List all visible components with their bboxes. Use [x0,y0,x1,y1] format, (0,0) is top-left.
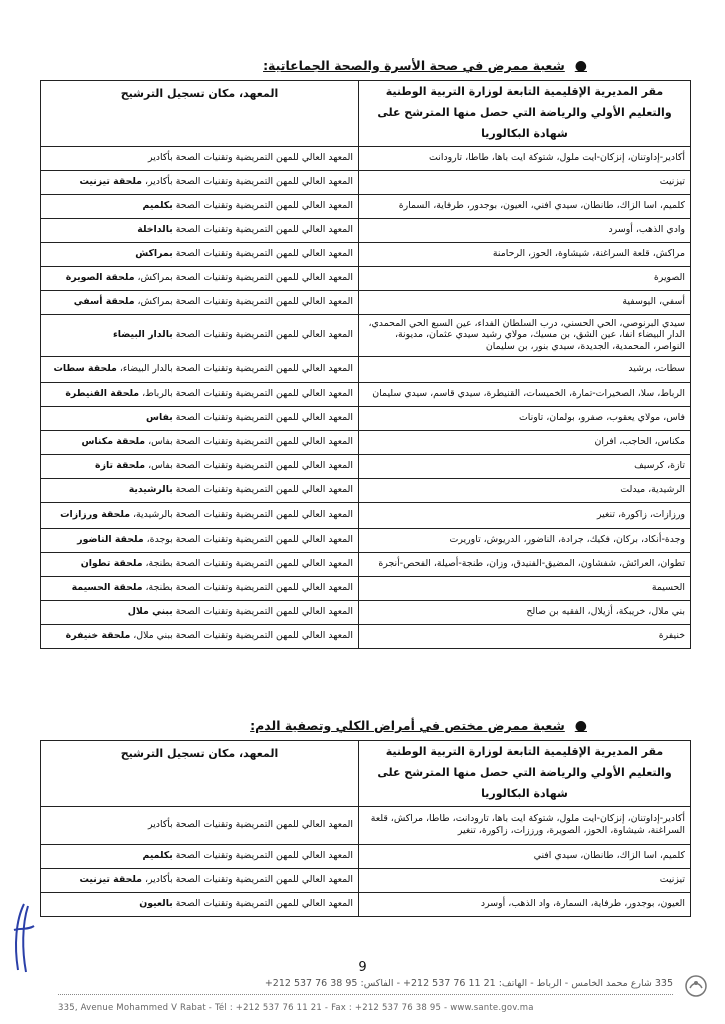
institute-annex: ملحقة أسفي [73,296,135,308]
table-row [41,266,691,290]
table-row [41,406,691,430]
table-row [41,600,691,624]
institute-annex: ملحقة القنيطرة [65,388,140,400]
institute-name: المعهد العالي للمهن التمريضية وتقنيات الصحة [172,200,353,212]
institute-cell [41,576,359,600]
institute-annex: بالرشيدية [128,484,173,496]
institute-cell [41,266,359,290]
table-row [41,624,691,648]
institute-name: المعهد العالي للمهن التمريضية وتقنيات الصحة بمراكش، [134,272,353,284]
institute-name: المعهد العالي للمهن التمريضية وتقنيات الصحة [172,248,353,260]
institute-annex: ملحقة ورزازات [60,509,131,521]
institute-cell [41,242,359,266]
region-cell: تازة، كرسيف [359,454,691,478]
region-cell: كلميم، اسا الزاك، طانطان، سيدي افني [359,844,691,868]
table-row [41,430,691,454]
institute-cell [41,430,359,454]
institute-name: المعهد العالي للمهن التمريضية وتقنيات الصحة بطنجة، [142,582,353,594]
region-cell: بني ملال، خريبكة، أزيلال، الفقيه بن صالح [359,600,691,624]
region-cell: ورزازات، زاكورة، تنغير [359,502,691,528]
institute-annex: ملحقة تطوان [80,558,143,570]
institute-name: المعهد العالي للمهن التمريضية وتقنيات الصحة [172,412,353,424]
header-directorate: مقر المديرية الإقليمية التابعة لوزارة التربية الوطنية والتعليم الأولي والرياضة التي حصل منها المترشح على شهادة البكالوريا [359,741,691,807]
footer-divider [58,994,673,995]
footer-address-fr: 335, Avenue Mohammed V Rabat - Tél : +212 537 76 11 21 - Fax : +212 537 76 38 95 - www.sante.gov.ma [58,1003,534,1013]
institute-annex: ببني ملال [127,606,173,618]
table-row [41,218,691,242]
institute-name: المعهد العالي للمهن التمريضية وتقنيات الصحة بفاس، [145,436,353,448]
institute-cell [41,146,359,170]
institute-name: المعهد العالي للمهن التمريضية وتقنيات الصحة بأكادير، [142,176,353,188]
institute-cell [41,170,359,194]
institute-cell [41,290,359,314]
region-cell: وادي الذهب، أوسرد [359,218,691,242]
institute-name: المعهد العالي للمهن التمريضية وتقنيات الصحة بالرباط، [139,388,353,400]
region-cell: وجدة-أنكاد، بركان، فكيك، جرادة، الناضور، الدريوش، تاوريرت [359,528,691,552]
institute-name: المعهد العالي للمهن التمريضية وتقنيات الصحة بأكادير [148,152,353,164]
region-cell: سطات، برشيد [359,356,691,382]
institute-name: المعهد العالي للمهن التمريضية وتقنيات الصحة بوجدة، [143,534,353,546]
institute-cell [41,844,359,868]
table-row [41,528,691,552]
header-institute: المعهد، مكان تسجيل الترشيح [41,81,359,147]
region-cell: مراكش، قلعة السراغنة، شيشاوة، الحوز، الرحامنة [359,242,691,266]
table-row [41,194,691,218]
table-row [41,356,691,382]
institute-cell [41,600,359,624]
institute-cell [41,868,359,892]
institute-name: المعهد العالي للمهن التمريضية وتقنيات الصحة بفاس، [145,460,353,472]
institute-annex: ملحقة الناضور [77,534,144,546]
table-row [41,382,691,406]
region-cell: مكناس، الحاجب، افران [359,430,691,454]
institute-cell [41,502,359,528]
institute-cell [41,314,359,356]
region-cell: أسفي، اليوسفية [359,290,691,314]
institute-name: المعهد العالي للمهن التمريضية وتقنيات الصحة [172,898,353,910]
institute-cell [41,454,359,478]
institute-name: المعهد العالي للمهن التمريضية وتقنيات الصحة [172,224,353,236]
institute-cell [41,528,359,552]
institute-name: المعهد العالي للمهن التمريضية وتقنيات الصحة بطنجة، [142,558,353,570]
region-cell: سيدي البرنوصي، الحي الحسني، درب السلطان الفداء، عين السبع الحي المحمدي، الدار البيضاء انفا، عين الشق، بن مسيك، مولاي رشيد سيدي عثمان، مديونة، النواصر، المحمدية، الجديدة، سيدي بنور، بن سليمان [359,314,691,356]
table-row [41,314,691,356]
table-row [41,478,691,502]
region-cell: الحسيمة [359,576,691,600]
footer-address-ar: 335 شارع محمد الخامس - الرباط - الهاتف: 21 11 76 537 212+ - الفاكس: 95 38 76 537 212+ [264,978,673,989]
institute-cell [41,406,359,430]
institute-name: المعهد العالي للمهن التمريضية وتقنيات الصحة بالرشيدية، [130,509,353,521]
institute-name: المعهد العالي للمهن التمريضية وتقنيات الصحة بمراكش، [134,296,353,308]
region-cell: كلميم، اسا الزاك، طانطان، سيدي افني، العيون، بوجدور، طرفاية، السمارة [359,194,691,218]
table-row [41,868,691,892]
table-row [41,576,691,600]
table-row [41,844,691,868]
section-title-family-health: ●شعبة ممرض في صحة الأسرة والصحة الجماعاتية: [263,58,587,74]
region-cell: الصويرة [359,266,691,290]
bullet-icon: ● [574,718,587,734]
region-cell: أكادير-إداوتنان، إنزكان-ايت ملول، شتوكة ايت باها، تارودانت، طاطا، مراكش، قلعة السراغنة، شيشاوة، الحوز، الصويرة، ورززات، زاكورة، تنغير [359,806,691,844]
region-cell: أكادير-إداوتنان، إنزكان-ايت ملول، شتوكة ايت باها، طاطا، تارودانت [359,146,691,170]
region-cell: العيون، بوجدور، طرفاية، السمارة، واد الذهب، أوسرد [359,892,691,916]
institute-cell [41,624,359,648]
institute-annex: بالدار البيضاء [112,329,173,341]
table-row [41,290,691,314]
institute-name: المعهد العالي للمهن التمريضية وتقنيات الصحة ببني ملال، [130,630,353,642]
table-row [41,242,691,266]
institute-annex: بكلميم [142,850,173,862]
region-cell: تطوان، العرائش، شفشاون، المضيق-الفنيدق، وزان، طنجة-أصيلة، الفحص-أنجرة [359,552,691,576]
section-title-nephrology: ●شعبة ممرض مختص في أمراض الكلي وتصفية الدم: [250,718,587,734]
institute-annex: بالداخلة [137,224,173,236]
institute-annex: ملحقة تيزنيت [79,176,142,188]
institute-annex: ملحقة تيزنيت [79,874,142,886]
institute-name: المعهد العالي للمهن التمريضية وتقنيات الصحة [172,850,353,862]
bullet-icon: ● [574,58,587,74]
table-nephrology [40,740,691,917]
region-cell: فاس، مولاي يعقوب، صفرو، بولمان، تاونات [359,406,691,430]
region-cell: خنيفرة [359,624,691,648]
table-row [41,170,691,194]
institute-annex: ملحقة الحسيمة [71,582,143,594]
institute-annex: بكلميم [142,200,173,212]
region-cell: الرشيدية، ميدلت [359,478,691,502]
institute-cell [41,806,359,844]
institute-name: المعهد العالي للمهن التمريضية وتقنيات الصحة بأكادير [148,819,353,831]
institute-annex: بمراكش [135,248,173,260]
table-row [41,146,691,170]
table-row [41,806,691,844]
institute-cell [41,356,359,382]
institute-name: المعهد العالي للمهن التمريضية وتقنيات الصحة [172,484,353,496]
page-number: 9 [358,960,367,975]
institute-annex: بالعيون [139,898,173,910]
region-cell: الرباط، سلا، الصخيرات-تمارة، الخميسات، القنيطرة، سيدي قاسم، سيدي سليمان [359,382,691,406]
institute-annex: ملحقة الصويرة [65,272,135,284]
institute-annex: بفاس [146,412,173,424]
institute-cell [41,218,359,242]
institute-name: المعهد العالي للمهن التمريضية وتقنيات الصحة بأكادير، [142,874,353,886]
institute-name: المعهد العالي للمهن التمريضية وتقنيات الصحة [172,329,353,341]
table-family-health [40,80,691,649]
header-directorate: مقر المديرية الإقليمية التابعة لوزارة التربية الوطنية والتعليم الأولي والرياضة التي حصل منها المترشح على شهادة البكالوريا [359,81,691,147]
table-row [41,502,691,528]
institute-cell [41,382,359,406]
institute-annex: ملحقة تازة [95,460,146,472]
table-row [41,454,691,478]
institute-cell [41,892,359,916]
institute-annex: ملحقة سطات [53,363,117,375]
institute-annex: ملحقة خنيفرة [65,630,131,642]
region-cell: تيزنيت [359,868,691,892]
institute-name: المعهد العالي للمهن التمريضية وتقنيات الصحة [172,606,353,618]
institute-cell [41,552,359,576]
region-cell: تيزنيت [359,170,691,194]
institute-annex: ملحقة مكناس [81,436,146,448]
header-institute: المعهد، مكان تسجيل الترشيح [41,741,359,807]
institute-name: المعهد العالي للمهن التمريضية وتقنيات الصحة بالدار البيضاء، [116,363,353,375]
table-row [41,552,691,576]
table-row [41,892,691,916]
ministry-logo-icon [684,974,708,998]
institute-cell [41,478,359,502]
institute-cell [41,194,359,218]
